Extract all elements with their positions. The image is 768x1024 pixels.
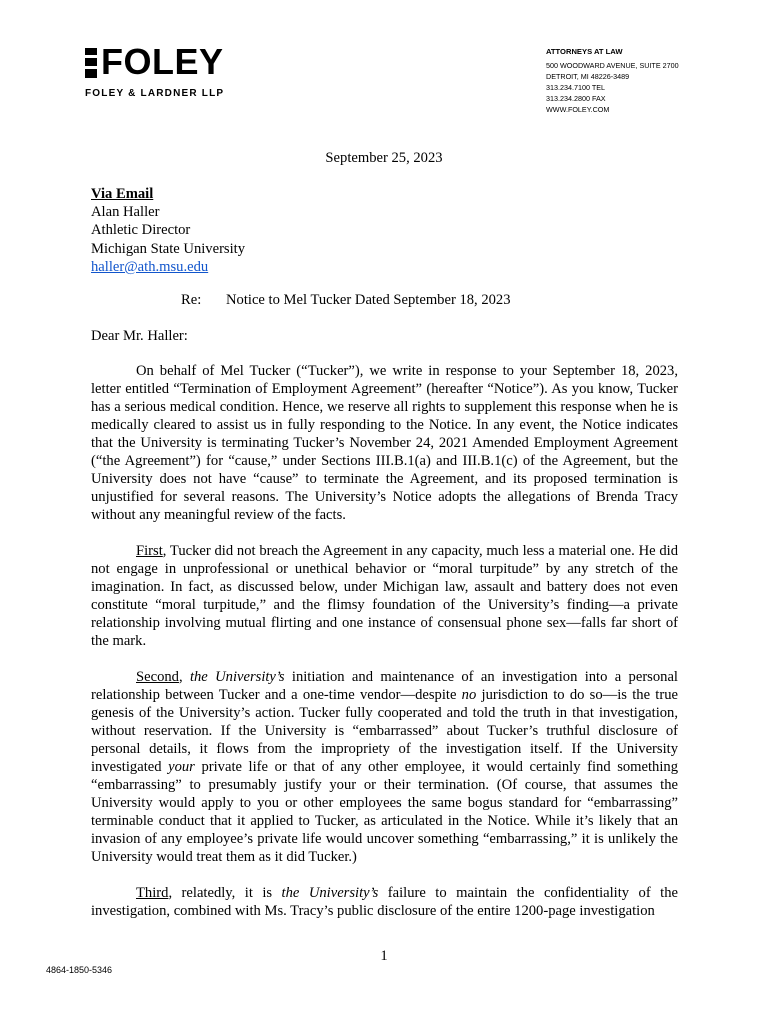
address-header: ATTORNEYS AT LAW [546,47,623,56]
address-line: DETROIT, MI 48226-3489 [546,72,630,81]
letter-date: September 25, 2023 [325,150,443,166]
re-label: Re: [181,292,202,308]
paragraph-1: On behalf of Mel Tucker (“Tucker”), we write in response to your September 18, 2023, letter entitled “Termination of Employment Agreement” (hereafter “Notice”). As you know, Tucker has a serious medical condition. Hence, we reserve all rights to supplement this response when he is medically cleared to assist us in fully responding to the Notice. In any event, the Notice indicates that the University is terminating Tucker’s November 24, 2021 Amended Employment Agreement (“the Agreement”) for “cause,” under Sections III.B.1(a) and III.B.1(c) of the Agreement, but the University does not have “cause” to terminate the Agreement, and its proposed termination is unjustified for several reasons. The University’s Notice adopts the allegations of Brenda Tracy without any meaningful review of the facts. [91,363,678,523]
recipient-block [91,185,245,276]
address-line: 500 WOODWARD AVENUE, SUITE 2700 [546,61,679,70]
re-line [181,292,511,309]
page-number: 1 [380,948,388,964]
paragraph-4: Third, relatedly, it is the University’s failure to maintain the confidentiality of the investigation, combined with Ms. Tracy’s public disclosure of the entire 1200-page investigation [91,885,678,919]
recipient-organization: Michigan State University [91,240,246,257]
letterhead-address [546,46,679,115]
re-subject: Notice to Mel Tucker Dated September 18, 2023 [226,292,511,308]
address-phone: 313.234.7100 TEL [546,83,606,92]
logo-wordmark: FOLEY [101,41,224,82]
salutation: Dear Mr. Haller: [91,328,188,344]
paragraph-2: First, Tucker did not breach the Agreement in any capacity, much less a material one. He did not engage in unprofessional or unethical behavior or “moral turpitude” by any stretch of the imagination. In fact, as discussed below, under Michigan law, assault and battery does not even constitute “moral turpitude,” and the flimsy foundation of the University’s finding—a private relationship involving mutual flirting and one instance of consensual phone sex—falls far short of the mark. [91,543,678,649]
recipient-title: Athletic Director [91,222,191,239]
delivery-method: Via Email [91,186,154,202]
firm-name: FOLEY & LARDNER LLP [85,88,225,99]
address-fax: 313.234.2800 FAX [546,94,606,103]
paragraph-3: Second, the University’s initiation and maintenance of an investigation into a personal relationship between Tucker and a one-time vendor—despite no jurisdiction to do so—is the true genesis of the University’s action. Tucker fully cooperated and told the truth in that investigation, without reservation. If the University is “embarrassed” about Tucker’s truthful disclosure of personal details, it flows from the impropriety of the investigation itself. If the University investigated your private life or that of any other employee, it would certainly find something “embarrassing” to presumably justify your or their termination. (Of course, that assumes the University would apply to you or other employees the same bogus standard for “embarrassing” terminable conduct that it applied to Tucker, as articulated in the Notice. While it’s likely that an invasion of any employee’s private life would uncover something “embarrassing,” it is unlikely the University would treat them as it did Tucker.) [91,669,679,865]
letter-body [91,362,678,938]
document-id: 4864-1850-5346 [46,965,113,975]
recipient-email-link[interactable]: haller@ath.msu.edu [91,258,209,275]
recipient-name: Alan Haller [91,204,160,221]
foley-logo-mark [85,48,97,78]
address-website: WWW.FOLEY.COM [546,105,610,114]
